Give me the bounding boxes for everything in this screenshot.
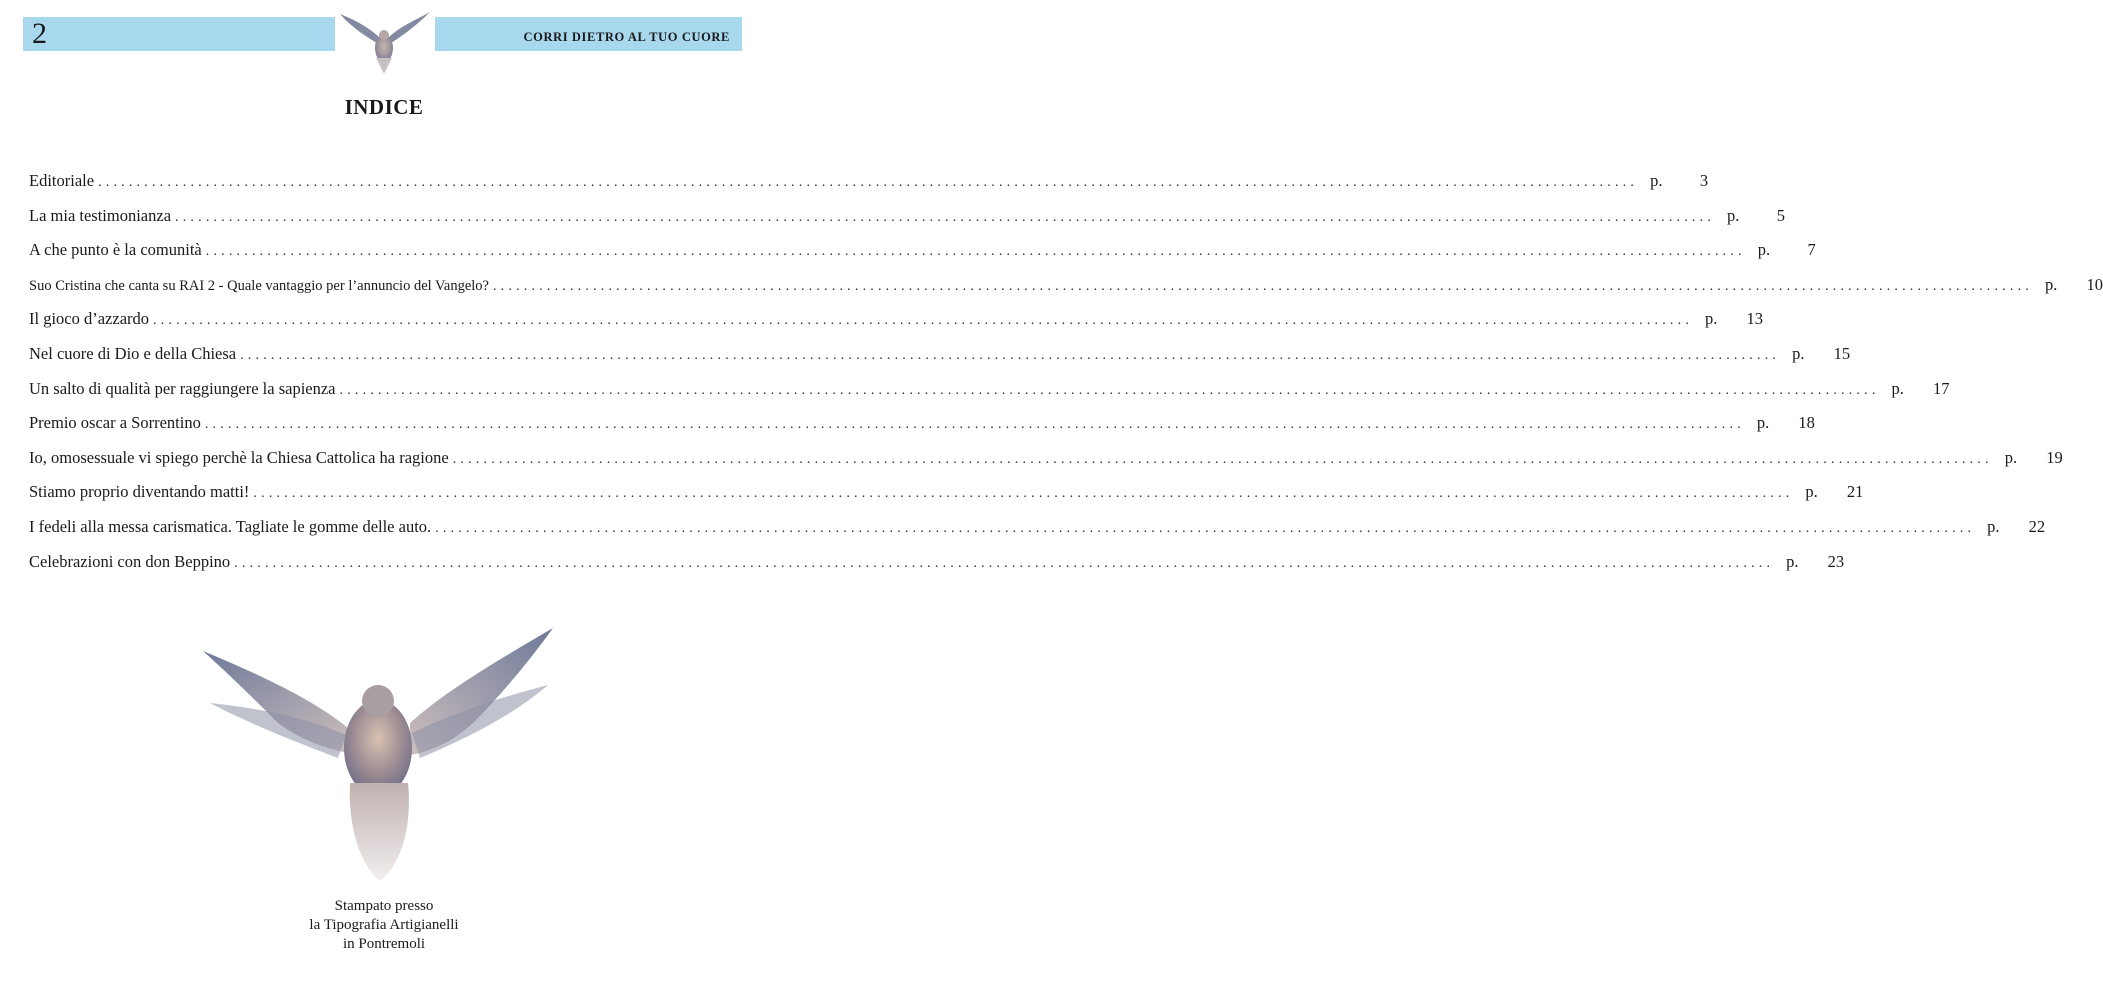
page-number: 2 bbox=[32, 17, 47, 50]
toc-page-ref bbox=[1892, 379, 1950, 399]
dove-icon bbox=[338, 8, 430, 76]
toc-entry-title: Suo Cristina che canta su RAI 2 - Quale vantaggio per l’annuncio del Vangelo? bbox=[29, 277, 489, 294]
page-prefix: p. bbox=[1792, 343, 1805, 363]
dot-leader: ........................................................................................................................................................................................................ bbox=[205, 244, 1746, 260]
toc-entry bbox=[29, 274, 2103, 310]
page-number-ref: 21 bbox=[1846, 482, 1864, 502]
dot-leader: ........................................................................................................................................................................................................ bbox=[153, 313, 1694, 329]
index-title: INDICE bbox=[344, 95, 424, 119]
toc-entry bbox=[29, 343, 1851, 379]
toc-entry bbox=[29, 413, 1815, 448]
page-prefix: p. bbox=[2044, 274, 2058, 294]
toc-page-ref bbox=[2005, 448, 2063, 468]
toc-entry-title: A che punto è la comunità bbox=[29, 240, 202, 260]
dot-leader: ........................................................................................................................................................................................................ bbox=[240, 347, 1781, 363]
toc-page-ref bbox=[1786, 552, 1844, 572]
toc-entry-title: Editoriale bbox=[29, 171, 95, 190]
page-number-ref: 13 bbox=[1746, 309, 1764, 329]
toc-entry-title: La mia testimonianza bbox=[29, 205, 172, 225]
imprint-line-3: in Pontremoli bbox=[342, 936, 426, 952]
dot-leader: ........................................................................................................................................................................................................ bbox=[98, 175, 1639, 190]
toc-entry-title: Io, omosessuale vi spiego perchè la Chiesa Cattolica ha ragione bbox=[29, 447, 449, 467]
page-prefix: p. bbox=[1705, 309, 1718, 329]
toc-entry bbox=[29, 171, 1709, 206]
running-title: CORRI DIETRO AL TUO CUORE bbox=[523, 30, 730, 44]
imprint-line-2: la Tipografia Artigianelli bbox=[309, 917, 459, 933]
toc-entry bbox=[29, 309, 1764, 344]
toc-entry-title: Il gioco d’azzardo bbox=[29, 309, 150, 329]
page-number-ref: 3 bbox=[1699, 171, 1709, 190]
toc-entry-title: Nel cuore di Dio e della Chiesa bbox=[29, 343, 237, 363]
page-prefix: p. bbox=[1650, 171, 1663, 190]
page-number-ref: 5 bbox=[1776, 205, 1786, 225]
toc-page-ref bbox=[1758, 240, 1816, 260]
dot-leader: ........................................................................................................................................................................................................ bbox=[175, 209, 1716, 225]
header-band-left bbox=[23, 17, 335, 51]
toc-entry bbox=[29, 205, 1786, 241]
page-prefix: p. bbox=[1987, 516, 2000, 536]
page-number-ref: 17 bbox=[1933, 378, 1950, 398]
toc-entry bbox=[29, 482, 1864, 517]
toc-entry bbox=[29, 447, 2063, 483]
page-number-ref: 15 bbox=[1833, 343, 1851, 363]
imprint-line-1: Stampato presso bbox=[334, 898, 434, 914]
dot-leader: ........................................................................................................................................................................................................ bbox=[492, 278, 2033, 294]
toc-entry bbox=[29, 516, 2046, 552]
toc-page-ref bbox=[1650, 171, 1708, 191]
toc-entry-title: Un salto di qualità per raggiungere la sapienza bbox=[29, 378, 336, 398]
page-number-ref: 22 bbox=[2028, 516, 2046, 536]
dot-leader: ........................................................................................................................................................................................................ bbox=[435, 520, 1976, 536]
page-prefix: p. bbox=[1786, 551, 1799, 571]
toc-page-ref bbox=[1727, 206, 1785, 226]
page-number-ref: 23 bbox=[1827, 551, 1845, 571]
page-number-ref: 19 bbox=[2046, 447, 2063, 467]
toc-entry bbox=[29, 378, 1950, 414]
toc-entry bbox=[29, 240, 1816, 275]
page-number-ref: 10 bbox=[2086, 274, 2103, 294]
toc-page-ref bbox=[1805, 482, 1863, 502]
dove-illustration bbox=[198, 623, 560, 885]
dot-leader: ........................................................................................................................................................................................................ bbox=[204, 417, 1745, 433]
imprint bbox=[0, 897, 768, 954]
toc-entry-title: Celebrazioni con don Beppino bbox=[29, 551, 231, 571]
page-prefix: p. bbox=[1757, 240, 1771, 260]
dot-leader: ........................................................................................................................................................................................................ bbox=[253, 486, 1794, 502]
toc-page-ref bbox=[1757, 413, 1815, 433]
page-number-ref: 18 bbox=[1798, 413, 1815, 433]
page-prefix: p. bbox=[1756, 413, 1770, 433]
toc-entry-title: I fedeli alla messa carismatica. Tagliate le gomme delle auto. bbox=[29, 516, 432, 536]
toc-page-ref bbox=[2045, 275, 2103, 295]
dot-leader: ........................................................................................................................................................................................................ bbox=[339, 382, 1880, 398]
page-prefix: p. bbox=[1727, 205, 1740, 225]
toc-entry bbox=[29, 551, 1845, 587]
toc-entry-title: Premio oscar a Sorrentino bbox=[29, 413, 201, 433]
page-prefix: p. bbox=[1805, 482, 1818, 502]
dot-leader: ........................................................................................................................................................................................................ bbox=[452, 451, 1993, 467]
toc-entry-title: Stiamo proprio diventando matti! bbox=[29, 482, 250, 502]
toc-page-ref bbox=[1705, 309, 1763, 329]
page-number-ref: 7 bbox=[1807, 240, 1816, 260]
page-prefix: p. bbox=[1891, 378, 1904, 398]
page-prefix: p. bbox=[2004, 447, 2018, 467]
table-of-contents bbox=[29, 171, 2103, 586]
toc-page-ref bbox=[1987, 517, 2045, 537]
dot-leader: ........................................................................................................................................................................................................ bbox=[234, 555, 1775, 571]
toc-page-ref bbox=[1792, 344, 1850, 364]
